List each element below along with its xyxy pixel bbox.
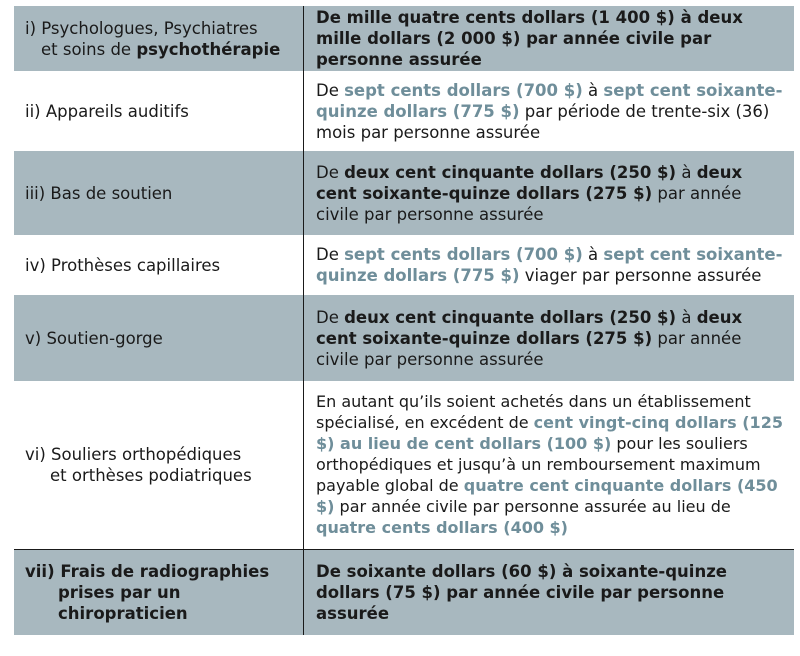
row-value: De sept cents dollars (700 $) à sept cent soixante-quinze dollars (775 $) viager par personne assurée	[304, 235, 795, 295]
row-value: De mille quatre cents dollars (1 400 $) à deux mille dollars (2 000 $) par année civile par personne assurée	[304, 6, 795, 71]
amount-new: deux cent soixante-quinze dollars (275 $)	[316, 307, 743, 348]
amount-new: sept cent soixante-quinze dollars (775 $)	[316, 245, 783, 285]
amount-new: sept cent soixante-quinze dollars (775 $)	[316, 80, 783, 121]
label-line: vi) Souliers orthopédiques	[25, 444, 242, 464]
label-emphasis: psychothérapie	[136, 39, 281, 59]
row-value: De soixante dollars (60 $) à soixante-quinze dollars (75 $) par année civile par personne assurée	[304, 549, 795, 635]
row-label	[14, 381, 304, 549]
row-label: iv) Prothèses capillaires	[14, 235, 304, 295]
row-label: ii) Appareils auditifs	[14, 71, 304, 151]
amount-new: quatre cent cinquante dollars (450 $)	[316, 476, 778, 517]
row-label	[14, 549, 304, 635]
amount-new: deux cent soixante-quinze dollars (275 $)	[316, 162, 743, 203]
amount-old: quatre cents dollars (400 $)	[316, 518, 568, 538]
row-value: De sept cents dollars (700 $) à sept cent soixante-quinze dollars (775 $) par période de trente-six (36) mois par personne assurée	[304, 71, 795, 151]
row-value: De deux cent cinquante dollars (250 $) à deux cent soixante-quinze dollars (275 $) par année civile par personne assurée	[304, 295, 795, 381]
coverage-table	[14, 6, 794, 635]
amount-old: sept cents dollars (700 $)	[344, 80, 583, 100]
amount-old: sept cents dollars (700 $)	[344, 245, 583, 264]
amount-old: deux cent cinquante dollars (250 $)	[344, 162, 677, 182]
label-line: i) Psychologues, Psychiatres	[25, 18, 258, 38]
amount-old: deux cent cinquante dollars (250 $)	[344, 307, 677, 327]
label-line: prises par un	[58, 582, 181, 602]
table-row	[14, 151, 794, 235]
row-label: iii) Bas de soutien	[14, 151, 304, 235]
row-value: De deux cent cinquante dollars (250 $) à deux cent soixante-quinze dollars (275 $) par année civile par personne assurée	[304, 151, 795, 235]
label-line: vii) Frais de radiographies	[25, 561, 270, 581]
table-row	[14, 235, 794, 295]
amount-old: cent vingt-cinq dollars (125 $) au lieu de cent dollars (100 $)	[316, 413, 783, 454]
row-label	[14, 6, 304, 71]
table-row	[14, 381, 794, 549]
table-row	[14, 6, 794, 71]
table-row	[14, 71, 794, 151]
table-row	[14, 295, 794, 381]
label-line: chiropraticien	[58, 603, 188, 623]
row-value: En autant qu’ils soient achetés dans un établissement spécialisé, en excédent de cent vingt-cinq dollars (125 $) au lieu de cent dollars (100 $) pour les souliers orthopédiques et jusqu’à un remboursement maximum payable global de quatre cent cinquante dollars (450 $) par année civile par personne assurée au lieu de quatre cents dollars (400 $)	[304, 381, 795, 549]
label-line: et orthèses podiatriques	[50, 465, 252, 485]
row-label: v) Soutien-gorge	[14, 295, 304, 381]
table-row	[14, 549, 794, 635]
label-line: et soins de	[41, 39, 137, 59]
